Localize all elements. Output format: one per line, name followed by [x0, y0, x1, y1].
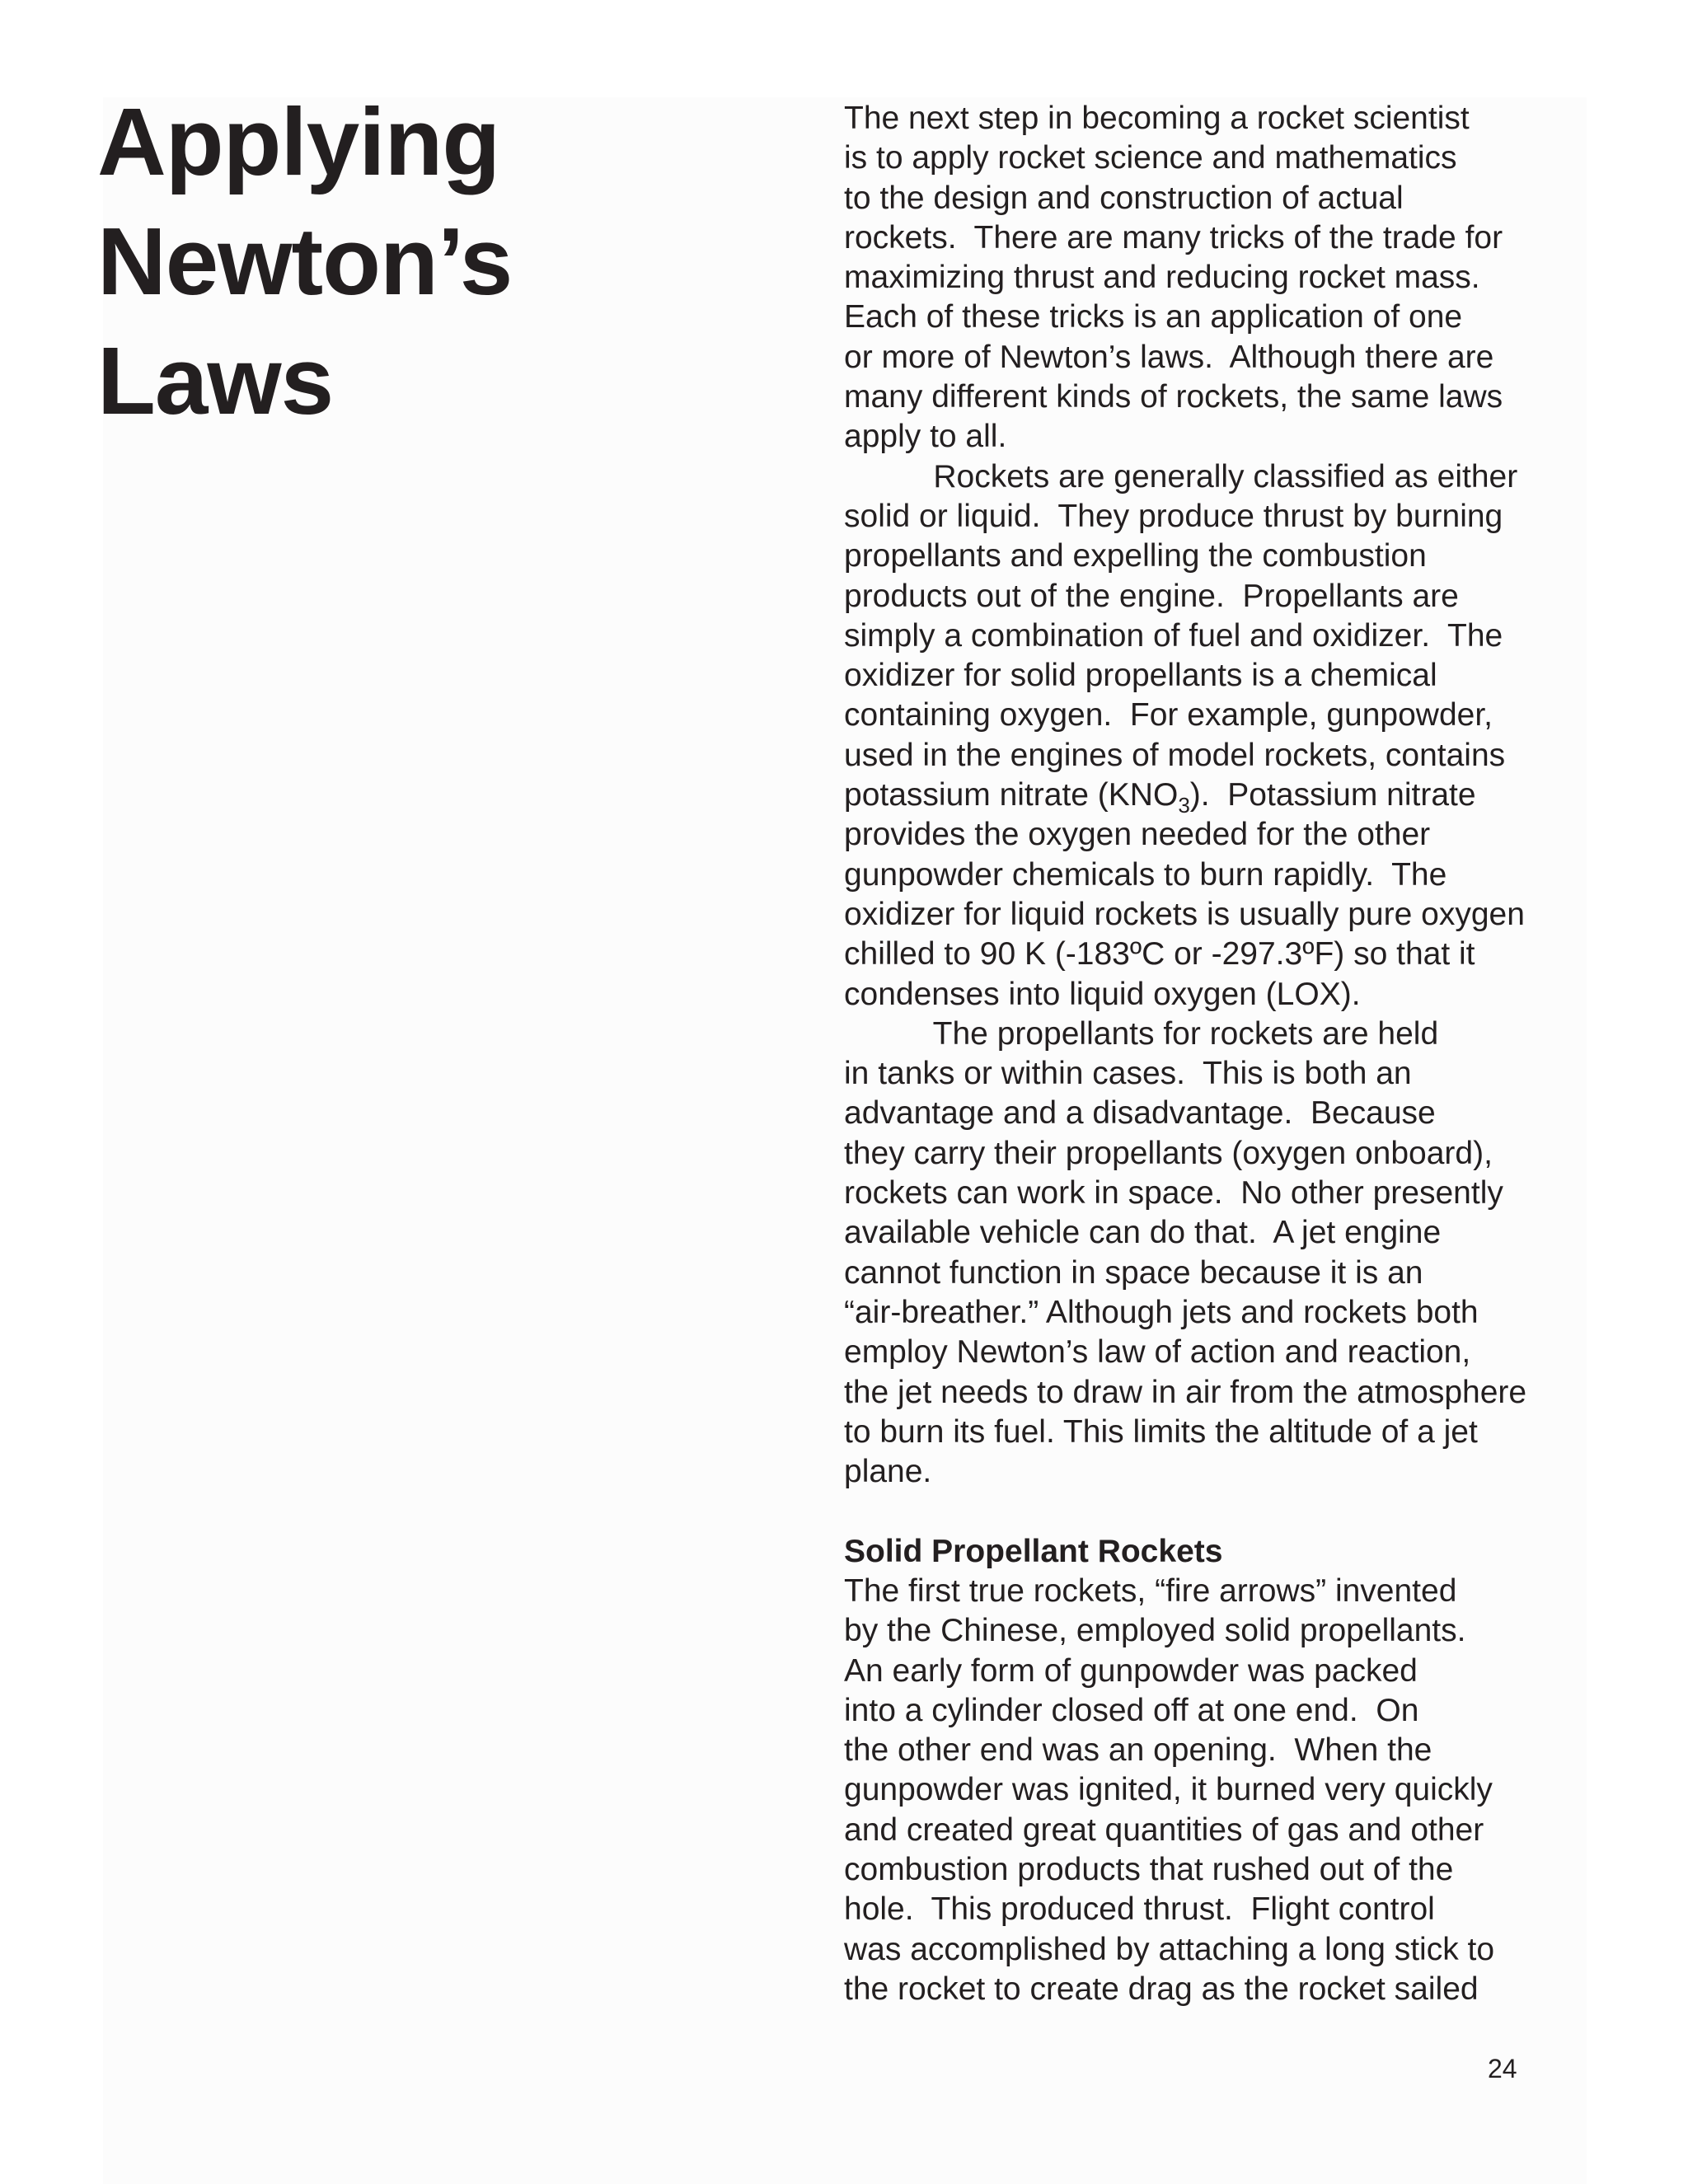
body-text-line [844, 1850, 1668, 1890]
body-text-span: oxidizer for liquid rockets is usually pure oxygen [844, 896, 1525, 932]
body-text-line [844, 1373, 1668, 1413]
body-text-line [844, 457, 1668, 497]
body-text-span: Each of these tricks is an application of one [844, 299, 1463, 335]
body-text-span: was accomplished by attaching a long stick to [844, 1931, 1495, 1967]
body-text-line [844, 1134, 1668, 1174]
body-text-line [844, 1770, 1668, 1810]
body-text-line [844, 377, 1668, 417]
body-text-span: to the design and construction of actual [844, 180, 1404, 216]
body-text-line [844, 935, 1668, 974]
title-line: Newton’s [97, 208, 513, 315]
body-text-line [844, 736, 1668, 776]
body-text-line [844, 1174, 1668, 1213]
page-title [97, 82, 839, 441]
body-text-span: hole. This produced thrust. Flight control [844, 1891, 1435, 1928]
body-text-span: they carry their propellants (oxygen onboard), [844, 1135, 1493, 1171]
body-text-span: rockets can work in space. No other presently [844, 1175, 1503, 1212]
body-text-span: by the Chinese, employed solid propellants. [844, 1613, 1466, 1649]
body-text-line [844, 1611, 1668, 1651]
body-text-span: rockets. There are many tricks of the trade for [844, 219, 1503, 255]
body-text-line [844, 99, 1668, 138]
body-text-span: provides the oxygen needed for the other [844, 817, 1431, 853]
body-text-line [844, 815, 1668, 855]
body-text-line [844, 616, 1668, 656]
body-text-span: into a cylinder closed off at one end. On [844, 1692, 1419, 1728]
body-text-span: condenses into liquid oxygen (LOX). [844, 976, 1361, 1012]
body-text-span: gunpowder chemicals to burn rapidly. The [844, 856, 1447, 893]
body-text-line [844, 895, 1668, 935]
body-text-span: products out of the engine. Propellants are [844, 578, 1459, 614]
body-text-line [844, 1452, 1668, 1492]
body-text-line [844, 1293, 1668, 1333]
body-text-span: in tanks or within cases. This is both an [844, 1056, 1412, 1092]
body-text-span: potassium nitrate (KNO [844, 777, 1179, 813]
title-line: Laws [97, 327, 334, 434]
body-text-span: Solid Propellant Rockets [844, 1533, 1223, 1569]
body-text-line [844, 298, 1668, 337]
body-text-line [844, 1333, 1668, 1372]
body-text-line [844, 1254, 1668, 1293]
body-text-line [844, 656, 1668, 696]
body-text-line [844, 577, 1668, 616]
body-text-span: simply a combination of fuel and oxidizer. The [844, 617, 1503, 654]
body-text-line [844, 338, 1668, 377]
body-text-span: propellants and expelling the combustion [844, 538, 1427, 574]
body-text-span: apply to all. [844, 419, 1007, 455]
body-text-span: and created great quantities of gas and other [844, 1811, 1484, 1848]
body-text-line [844, 1094, 1668, 1133]
body-text-span: plane. [844, 1454, 932, 1490]
body-text-span: used in the engines of model rockets, contains [844, 737, 1506, 773]
body-text-line [844, 696, 1668, 735]
body-text-span: the other end was an opening. When the [844, 1732, 1432, 1769]
body-text-line [844, 218, 1668, 258]
blank-line [844, 1492, 1668, 1531]
body-text-column [844, 99, 1668, 2009]
body-text-line [844, 179, 1668, 218]
body-text-span: The propellants for rockets are held [844, 1015, 1439, 1052]
body-text-span: the jet needs to draw in air from the atmosphere [844, 1374, 1527, 1410]
title-line: Applying [97, 88, 500, 195]
body-text-span: combustion products that rushed out of the [844, 1852, 1454, 1888]
body-text-span: gunpowder was ignited, it burned very quickly [844, 1772, 1493, 1808]
body-text-line [844, 1652, 1668, 1691]
body-text-line [844, 1015, 1668, 1054]
body-text-span: employ Newton’s law of action and reaction, [844, 1334, 1471, 1371]
body-text-span: many different kinds of rockets, the same laws [844, 379, 1503, 415]
body-text-span: chilled to 90 K (-183ºC or -297.3ºF) so that it [844, 936, 1475, 972]
body-text-span: The next step in becoming a rocket scientist [844, 101, 1470, 136]
body-text-line [844, 1970, 1668, 2009]
chemical-subscript: 3 [1178, 793, 1190, 818]
body-text-line [844, 417, 1668, 457]
body-text-line [844, 975, 1668, 1015]
body-text-span: The first true rockets, “fire arrows” invented [844, 1572, 1457, 1609]
body-text-span: An early form of gunpowder was packed [844, 1652, 1418, 1689]
body-text-span: is to apply rocket science and mathematics [844, 140, 1457, 176]
body-text-span: Rockets are generally classified as either [844, 458, 1518, 494]
body-text-line [844, 537, 1668, 576]
body-text-line [844, 855, 1668, 895]
body-text-span: or more of Newton’s laws. Although there are [844, 339, 1494, 375]
body-text-line [844, 497, 1668, 537]
body-text-span: maximizing thrust and reducing rocket mass. [844, 260, 1480, 296]
body-text-line [844, 1413, 1668, 1452]
body-text-line [844, 138, 1668, 178]
body-text-line [844, 1213, 1668, 1253]
body-text-line [844, 1572, 1668, 1611]
body-text-span: containing oxygen. For example, gunpowder, [844, 697, 1493, 733]
body-text-line [844, 1890, 1668, 1929]
body-text-span: advantage and a disadvantage. Because [844, 1095, 1436, 1132]
body-text-span: to burn its fuel. This limits the altitude of a jet [844, 1413, 1478, 1450]
body-text-span: “air-breather.” Although jets and rockets both [844, 1294, 1479, 1330]
body-text-line [844, 1930, 1668, 1970]
body-text-line [844, 1054, 1668, 1094]
body-text-span: the rocket to create drag as the rocket sailed [844, 1971, 1479, 2007]
page-number: 24 [1488, 2054, 1517, 2083]
body-text-span: available vehicle can do that. A jet engine [844, 1215, 1442, 1251]
body-text-line [844, 776, 1668, 818]
body-text-span: oxidizer for solid propellants is a chemical [844, 658, 1437, 694]
body-text-span: ). Potassium nitrate [1189, 777, 1476, 813]
body-text-line [844, 1811, 1668, 1850]
body-text-line [844, 258, 1668, 298]
body-text-span: cannot function in space because it is an [844, 1254, 1423, 1291]
body-text-line [844, 1691, 1668, 1731]
body-text-span: solid or liquid. They produce thrust by burning [844, 498, 1503, 534]
body-text-line [844, 1731, 1668, 1770]
section-heading [844, 1532, 1668, 1572]
